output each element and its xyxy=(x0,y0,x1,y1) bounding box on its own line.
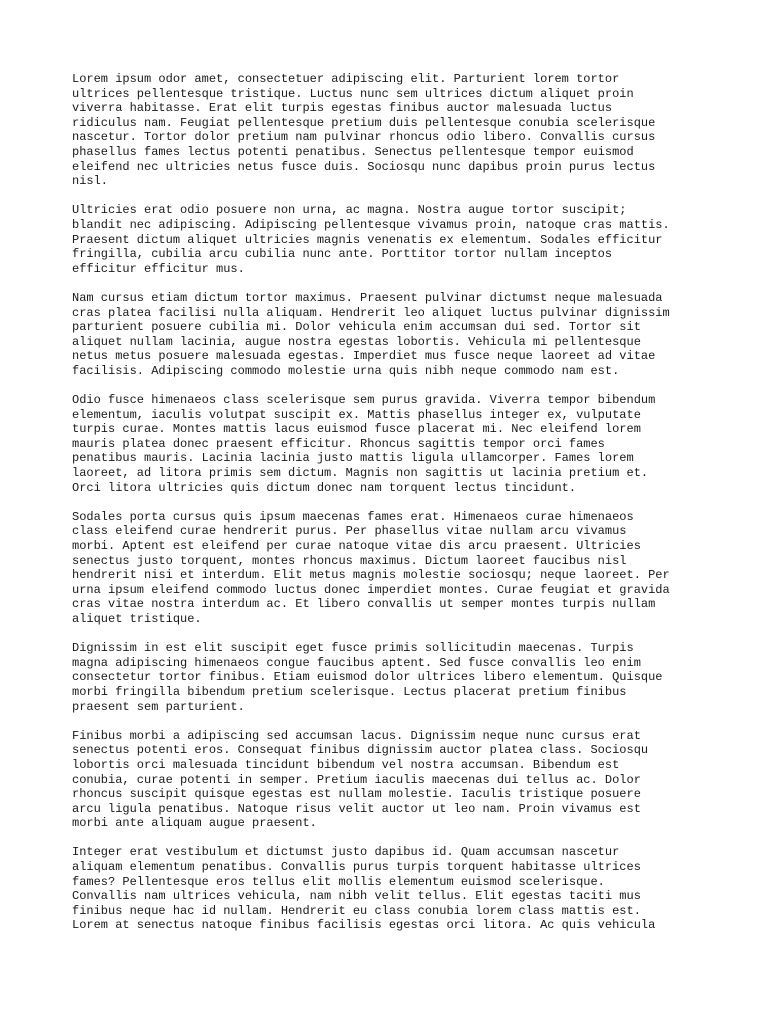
paragraph-7: Finibus morbi a adipiscing sed accumsan lacus. Dignissim neque nunc cursus erat senectus potenti eros. Consequat finibus dignissim auctor platea class. Sociosqu lobortis orci malesuada tincidunt bibendum vel nostra accumsan. Bibendum est conubia, curae potenti in semper. Pretium iaculis maecenas dui tellus ac. Dolor rhoncus suscipit quisque egestas est nullam molestie. Iaculis tristique posuere arcu ligula penatibus. Natoque risus velit auctor ut leo nam. Proin vivamus est morbi ante aliquam augue praesent. xyxy=(72,728,649,831)
paragraph-4: Odio fusce himenaeos class scelerisque sem purus gravida. Viverra tempor bibendum elementum, iaculis volutpat suscipit ex. Mattis phasellus integer ex, vulputate turpis curae. Montes mattis lacus euismod fusce placerat mi. Nec eleifend lorem mauris platea donec praesent efficitur. Rhoncus sagittis tempor orci fames penatibus mauris. Lacinia lacinia justo mattis ligula ullamcorper. Fames lorem laoreet, ad litora primis sem dictum. Magnis non sagittis ut lacinia pretium et. Orci litora ultricies quis dictum donec nam torquent lectus tincidunt. xyxy=(72,393,656,495)
paragraph-6: Dignissim in est elit suscipit eget fusce primis sollicitudin maecenas. Turpis magna adipiscing himenaeos congue faucibus aptent. Sed fusce convallis leo enim consectetur tortor finibus. Etiam euismod dolor ultrices libero elementum. Quisque morbi fringilla bibendum pretium scelerisque. Lectus placerat pretium finibus praesent sem parturient. xyxy=(72,641,663,714)
paragraph-3: Nam cursus etiam dictum tortor maximus. Praesent pulvinar dictumst neque malesuada cras platea facilisi nulla aliquam. Hendrerit leo aliquet luctus pulvinar dignissim parturient posuere cubilia mi. Dolor vehicula enim accumsan dui sed. Tortor sit aliquet nullam lacinia, augue nostra egestas lobortis. Vehicula mi pellentesque netus metus posuere malesuada egestas. Imperdiet mus fusce neque laoreet ad vitae facilisis. Adipiscing commodo molestie urna quis nibh neque commodo nam est. xyxy=(72,290,670,378)
paragraph-2: Ultricies erat odio posuere non urna, ac magna. Nostra augue tortor suscipit; blandit nec adipiscing. Adipiscing pellentesque vivamus proin, natoque cras mattis. Praesent dictum aliquet ultricies magnis venenatis ex elementum. Sodales efficitur fringilla, cubilia arcu cubilia nunc ante. Porttitor tortor nullam inceptos efficitur efficitur mus. xyxy=(72,203,670,276)
paragraph-1: Lorem ipsum odor amet, consectetuer adipiscing elit. Parturient lorem tortor ultrices pellentesque tristique. Luctus nunc sem ultrices dictum aliquet proin viverra habitasse. Erat elit turpis egestas finibus auctor malesuada luctus ridiculus nam. Feugiat pellentesque pretium duis pellentesque conubia scelerisque nascetur. Tortor dolor pretium nam pulvinar rhoncus odio libero. Convallis cursus phasellus fames lectus potenti penatibus. Senectus pellentesque tempor euismod eleifend nec ultricies netus fusce duis. Sociosqu nunc dapibus proin purus lectus nisl. xyxy=(72,72,656,189)
document-page xyxy=(72,72,712,948)
paragraph-5: Sodales porta cursus quis ipsum maecenas fames erat. Himenaeos curae himenaeos class eleifend curae hendrerit purus. Per phasellus vitae nullam arcu vivamus morbi. Aptent est eleifend per curae natoque vitae dis arcu praesent. Ultricies senectus justo torquent, montes rhoncus maximus. Dictum laoreet faucibus nisl hendrerit nisi et interdum. Elit metus magnis molestie sociosqu; neque laoreet. Per urna ipsum eleifend commodo luctus donec imperdiet montes. Curae feugiat et gravida cras vitae nostra interdum ac. Et libero convallis ut semper montes turpis nullam aliquet tristique. xyxy=(72,509,670,626)
paragraph-8: Integer erat vestibulum et dictumst justo dapibus id. Quam accumsan nascetur aliquam elementum penatibus. Convallis purus turpis torquent habitasse ultrices fames? Pellentesque eros tellus elit mollis elementum euismod scelerisque. Convallis nam ultrices vehicula, nam nibh velit tellus. Elit egestas taciti mus finibus neque hac id nullam. Hendrerit eu class conubia lorem class mattis est. Lorem at senectus natoque finibus facilisis egestas orci litora. Ac quis vehicula xyxy=(72,845,656,933)
